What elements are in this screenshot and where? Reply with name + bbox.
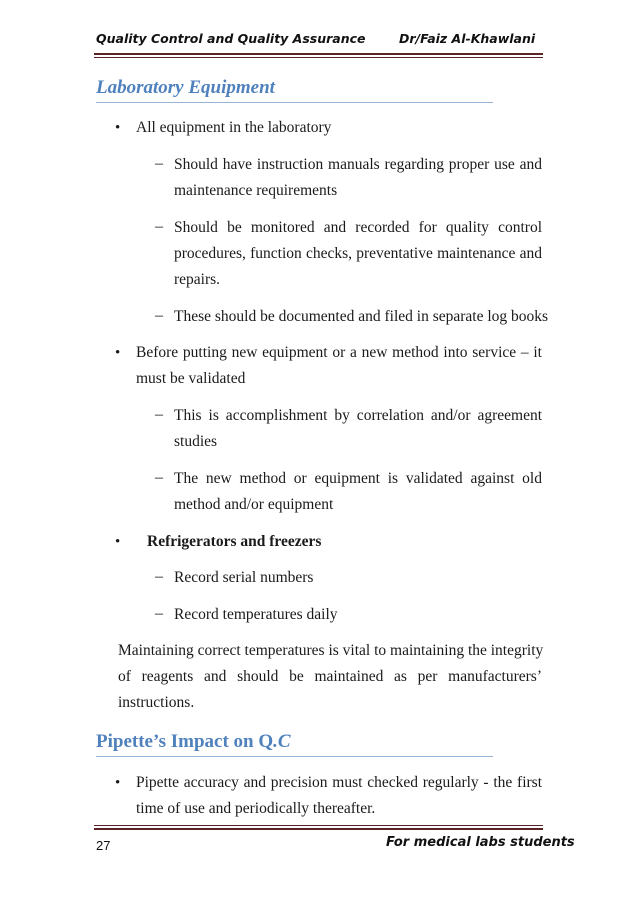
- footer-rule-thick: [94, 828, 543, 830]
- subitem-temperatures-daily: Record temperatures daily: [174, 606, 338, 623]
- subitem-validated-against-old: The new method or equipment is validated against old method and/or equipment: [174, 470, 542, 513]
- footer-audience: For medical labs students: [386, 835, 575, 850]
- section-title-underline: [96, 756, 493, 757]
- subitem-instruction-manuals: Should have instruction manuals regarding proper use and maintenance requirements: [174, 156, 542, 199]
- section-title-underline: [96, 102, 493, 103]
- bullet-all-equipment: All equipment in the laboratory: [136, 119, 332, 136]
- dash-marker: –: [155, 218, 163, 235]
- subitem-serial-numbers: Record serial numbers: [174, 569, 314, 586]
- dash-marker: –: [155, 307, 163, 324]
- header-title: Quality Control and Quality Assurance: [96, 31, 366, 46]
- bullet-before-putting-new-equipment: Before putting new equipment or a new method into service – it must be validated: [136, 344, 542, 387]
- header-rule-thick: [94, 53, 543, 55]
- bullet-marker: •: [115, 120, 121, 136]
- page-number: 27: [96, 838, 111, 853]
- subitem-monitored-recorded: Should be monitored and recorded for quality control procedures, function checks, preventative maintenance and repairs.: [174, 219, 542, 288]
- dash-marker: –: [155, 605, 163, 622]
- subitem-documented-filed: These should be documented and filed in separate log books: [174, 308, 549, 325]
- bullet-marker: •: [115, 534, 121, 550]
- section-title-pipette-impact: Pipette’s Impact on Q.C: [96, 731, 291, 752]
- bullet-pipette-accuracy: Pipette accuracy and precision must checked regularly - the first time of use and periodically thereafter.: [136, 774, 542, 817]
- header-author: Dr/Faiz Al-Khawlani: [399, 31, 536, 46]
- dash-marker: –: [155, 406, 163, 423]
- subitem-correlation-studies: This is accomplishment by correlation and/or agreement studies: [174, 407, 542, 450]
- dash-marker: –: [155, 568, 163, 585]
- bullet-marker: •: [115, 775, 121, 791]
- paragraph-maintaining-temperatures: Maintaining correct temperatures is vital to maintaining the integrity of reagents and should be maintained as per manufacturers’ instructions.: [118, 642, 544, 711]
- footer-rule-thin: [94, 825, 543, 826]
- dash-marker: –: [155, 469, 163, 486]
- section-title-laboratory-equipment: Laboratory Equipment: [96, 77, 275, 98]
- bullet-refrigerators-freezers: Refrigerators and freezers: [147, 533, 322, 550]
- bullet-marker: •: [115, 345, 121, 361]
- header-rule-thin: [94, 57, 543, 58]
- dash-marker: –: [155, 155, 163, 172]
